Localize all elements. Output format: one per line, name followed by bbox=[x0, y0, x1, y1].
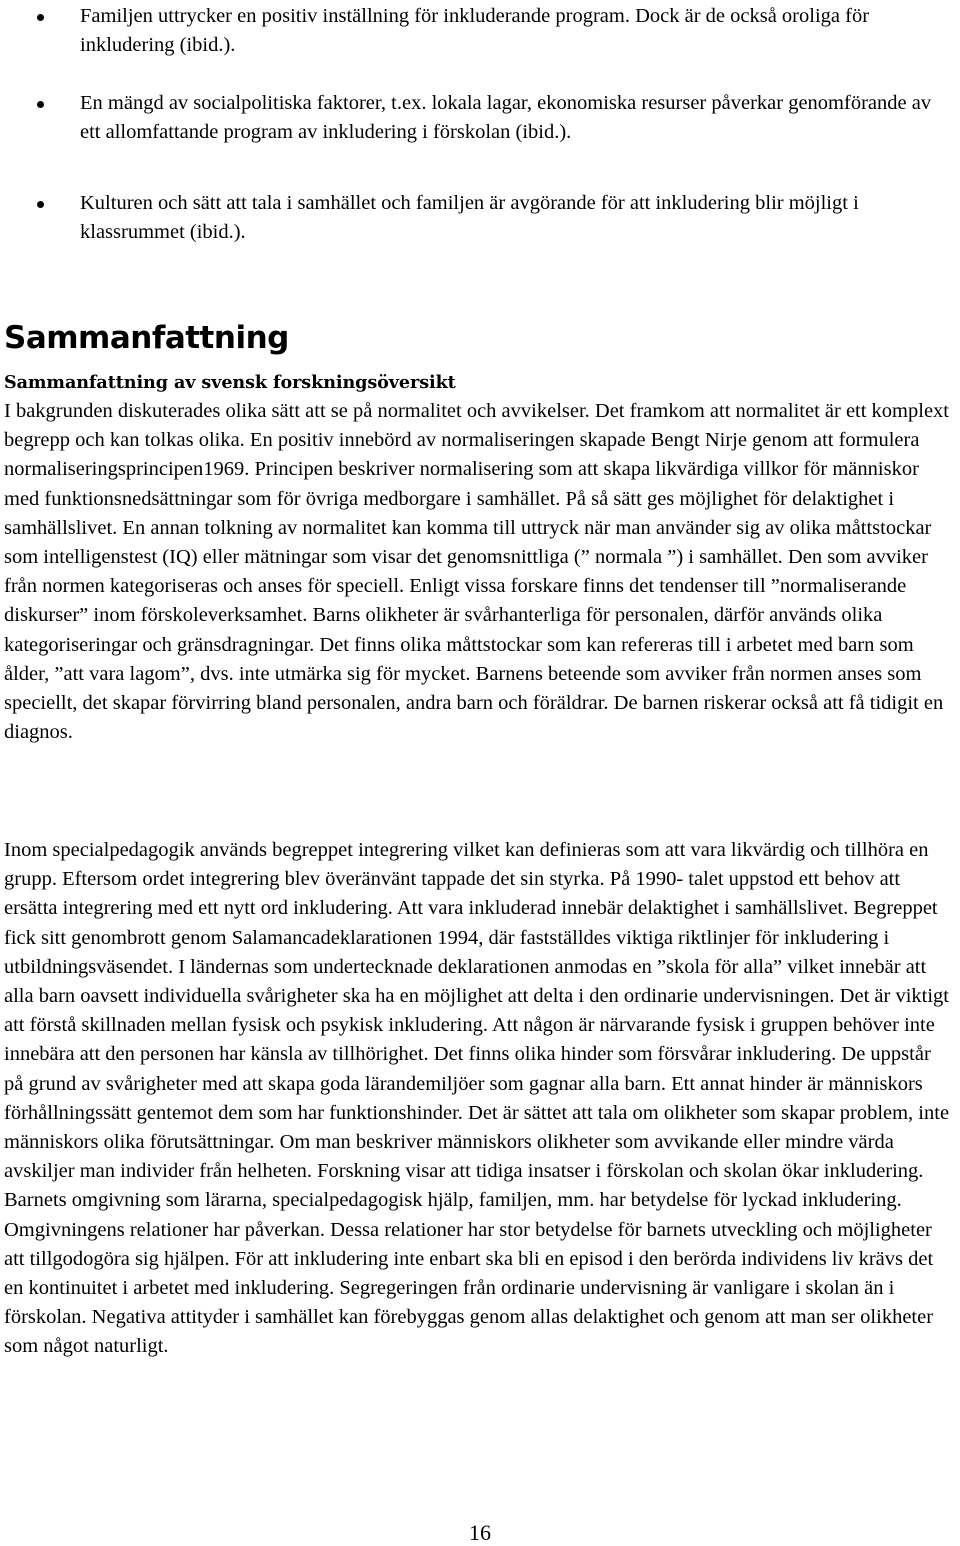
bullet-dot-icon bbox=[37, 201, 44, 208]
bullet-list bbox=[0, 2, 960, 247]
bullet-dot-icon bbox=[37, 101, 44, 108]
bullet-text: Familjen uttrycker en positiv inställning för inkluderande program. Dock är de också oroliga för inkludering (ibid.). bbox=[80, 5, 870, 56]
section-heading: Sammanfattning bbox=[4, 320, 289, 356]
bullet-item bbox=[0, 189, 960, 247]
bullet-text: Kulturen och sätt att tala i samhället och familjen är avgörande för att inkludering blir möjligt i klassrummet (ibid.). bbox=[80, 192, 859, 243]
paragraph-inkludering: Inom specialpedagogik används begreppet integrering vilket kan definieras som att vara likvärdig och tillhöra en grupp. Eftersom ordet integrering blev överänvänt tappade det sin styrka. På 1990- talet uppstod ett behov att ersätta integrering med ett nytt ord inkludering. Att vara inkluderad innebär delaktighet i samhällslivet. Begreppet fick sitt genombrott genom Salamancadeklarationen 1994, där fastställdes viktiga riktlinjer för inkludering i utbildningsväsendet. I ländernas som undertecknade deklarationen anmodas en ”skola för alla” vilket innebär att alla barn oavsett individuella svårigheter ska ha en möjlighet att delta i den ordinarie undervisningen. Det är viktigt att förstå skillnaden mellan fysisk och psykisk inkludering. Att någon är närvarande fysisk i gruppen behöver inte innebära att den personen har känsla av tillhörighet. Det finns olika hinder som försvårar inkludering. De uppstår på grund av svårigheter med att skapa goda lärandemiljöer som gagnar alla barn. Ett annat hinder är människors förhållningssätt gentemot dem som har funktionshinder. Det är sättet att tala om olikheter som skapar problem, inte människors olika förutsättningar. Om man beskriver människors olikheter som avvikande eller mindre värda avskiljer man individer från helheten. Forskning visar att tidiga insatser i förskolan och skolan ökar inkludering. Barnets omgivning som lärarna, specialpedagogisk hjälp, familjen, mm. har betydelse för lyckad inkludering. Omgivningens relationer har påverkan. Dessa relationer har stor betydelse för barnets utveckling och möjligheter att tillgodogöra sig hjälpen. För att inkludering inte enbart ska bli en episod i den berörda individens liv krävs det en kontinuitet i arbetet med inkludering. Segregeringen från ordinarie undervisning är vanligare i skolan än i förskolan. Negativa attityder i samhället kan förebyggas genom allas delaktighet och genom att man ser olikheter som något naturligt. bbox=[4, 839, 950, 1358]
bullet-text: En mängd av socialpolitiska faktorer, t.ex. lokala lagar, ekonomiska resurser påverkar genomförande av ett allomfattande program av inkludering i förskolan (ibid.). bbox=[80, 92, 932, 143]
paragraph-normalitet: I bakgrunden diskuterades olika sätt att se på normalitet och avvikelser. Det framkom att normalitet är ett komplext begrepp och kan tolkas olika. En positiv innebörd av normaliseringen skapade Bengt Nirje genom att formulera normaliseringsprincipen1969. Principen beskriver normalisering som att skapa likvärdiga villkor för människor med funktionsnedsättningar som för övriga medborgare i samhället. På så sätt ges möjlighet för delaktighet i samhällslivet. En annan tolkning av normalitet kan komma till uttryck när man använder sig av olika måttstockar som intelligenstest (IQ) eller mätningar som visar det genomsnittliga (” normala ”) i samhället. Den som avviker från normen kategoriseras och anses för speciell. Enligt vissa forskare finns det tendenser till ”normaliserande diskurser” inom förskoleverksamhet. Barns olikheter är svårhanterliga för personalen, därför används olika kategoriseringar och gränsdragningar. Det finns olika måttstockar som kan refereras till i arbetet med barn som ålder, ”att vara lagom”, dvs. inte utmärka sig för mycket. Barnens beteende som avviker från normen anses som speciellt, det skapar förvirring bland personalen, andra barn och föräldrar. De barnen riskerar också att få tidigit en diagnos. bbox=[4, 400, 949, 744]
bullet-item bbox=[0, 2, 960, 60]
bullet-item bbox=[0, 89, 960, 147]
section-subheading: Sammanfattning av svensk forskningsöversikt bbox=[4, 372, 456, 393]
bullet-dot-icon bbox=[37, 14, 44, 21]
page-number: 16 bbox=[469, 1520, 491, 1545]
